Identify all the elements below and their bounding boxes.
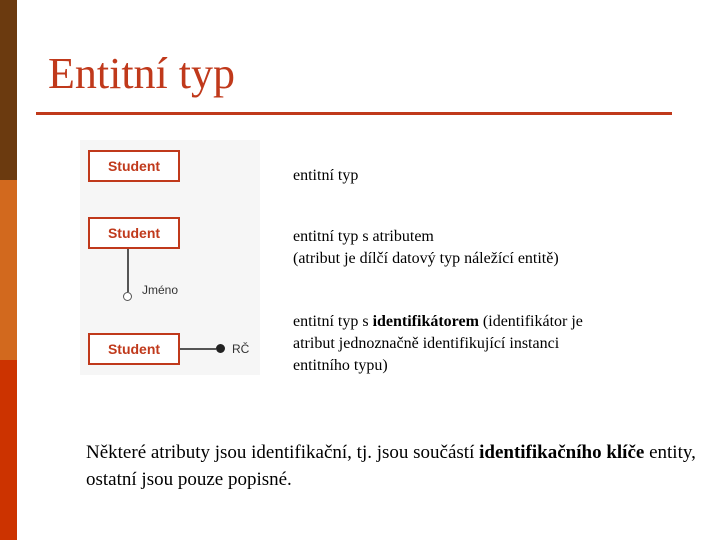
entity-box-plain xyxy=(88,150,180,182)
description-bold-term: identifikátorem xyxy=(372,313,479,330)
description-line: entitní typ s atributem xyxy=(293,228,434,245)
description-text: entitní typ s xyxy=(293,313,373,330)
summary-paragraph xyxy=(86,439,696,493)
er-diagram xyxy=(80,140,260,375)
identifier-label: RČ xyxy=(232,342,250,356)
side-band-dark xyxy=(0,0,17,180)
description-entity-with-attribute xyxy=(293,226,559,270)
entity-label: Student xyxy=(107,341,161,357)
description-entity-type xyxy=(293,165,358,187)
attribute-circle-icon xyxy=(123,292,132,301)
entity-label: Student xyxy=(107,225,161,241)
attribute-label: Jméno xyxy=(142,283,179,297)
summary-text: entity, ostatní jsou pouze popisné. xyxy=(86,442,696,490)
description-text: (identifikátor je xyxy=(478,313,583,330)
description-line: entitního typu) xyxy=(293,357,388,374)
entity-box-with-identifier xyxy=(88,333,180,365)
summary-text: Některé atributy jsou identifikační, tj. jsou součástí xyxy=(86,442,480,463)
side-band-orange xyxy=(0,180,17,360)
entity-label: Student xyxy=(107,158,161,174)
description-entity-with-identifier xyxy=(293,311,583,377)
description-line xyxy=(293,311,583,333)
description-line: (atribut je dílčí datový typ náležící entitě) xyxy=(293,250,559,267)
title-underline xyxy=(36,112,672,115)
description-text: entitní typ xyxy=(293,167,359,184)
slide-title: Entitní typ xyxy=(48,49,235,98)
attribute-connector-line xyxy=(127,249,129,292)
identifier-filled-circle-icon xyxy=(216,344,225,353)
entity-box-with-attribute xyxy=(88,217,180,249)
summary-bold-term: identifikačního klíče xyxy=(479,442,645,463)
side-band-red xyxy=(0,360,17,540)
identifier-connector-line xyxy=(180,348,216,350)
description-line: atribut jednoznačně identifikující instanci xyxy=(293,335,560,352)
